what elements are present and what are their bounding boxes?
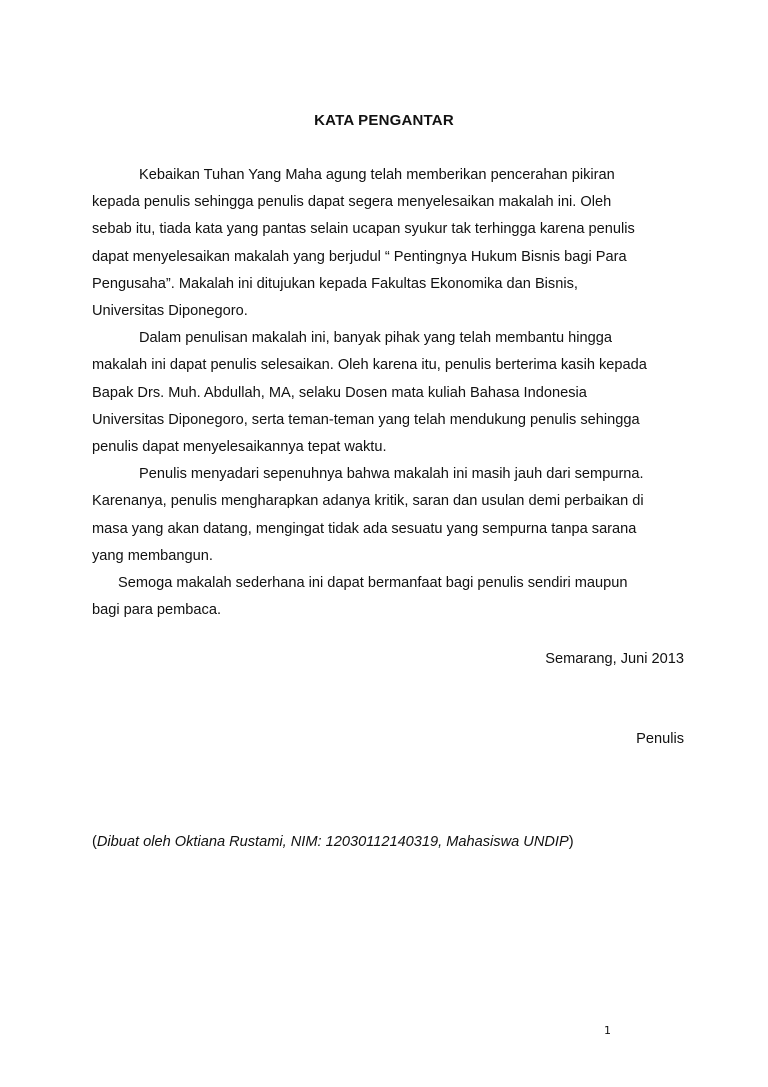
paragraph-1-line-3: sebab itu, tiada kata yang pantas selain ucapan syukur tak terhingga karena penulis [92,221,635,238]
note-text: Dibuat oleh Oktiana Rustami, NIM: 12030112140319, Mahasiswa UNDIP [96,834,569,850]
paragraph-1-line-2: kepada penulis sehingga penulis dapat segera menyelesaikan makalah ini. Oleh [92,194,612,211]
document-body [92,162,692,624]
paragraph-3-line-1: Penulis menyadari sepenuhnya bahwa makalah ini masih jauh dari sempurna. [139,466,644,483]
paragraph-3-line-3: masa yang akan datang, mengingat tidak ada sesuatu yang sempurna tanpa sarana [92,520,637,537]
signature-label: Penulis [636,731,684,747]
paragraph-1-line-6: Universitas Diponegoro. [92,303,248,320]
paragraph-2-line-5: penulis dapat menyelesaikannya tepat waktu. [92,439,387,456]
paragraph-4-line-1: Semoga makalah sederhana ini dapat bermanfaat bagi penulis sendiri maupun [118,575,628,592]
paragraph-1-line-5: Pengusaha”. Makalah ini ditujukan kepada Fakultas Ekonomika dan Bisnis, [92,275,578,292]
paragraph-2-line-3: Bapak Drs. Muh. Abdullah, MA, selaku Dosen mata kuliah Bahasa Indonesia [92,384,587,401]
note-close-paren: ) [568,834,574,850]
paragraph-2-line-4: Universitas Diponegoro, serta teman-teman yang telah mendukung penulis sehingga [92,411,640,428]
paragraph-1-line-1: Kebaikan Tuhan Yang Maha agung telah memberikan pencerahan pikiran [139,167,615,183]
note-open-paren: ( [92,834,97,850]
paragraph-2-line-2: makalah ini dapat penulis selesaikan. Oleh karena itu, penulis berterima kasih kepada [92,357,647,374]
place-date: Semarang, Juni 2013 [545,651,684,667]
page-number: 1 [604,1024,611,1037]
paragraph-3-line-2: Karenanya, penulis mengharapkan adanya kritik, saran dan usulan demi perbaikan di [92,493,644,510]
paragraph-1-line-4: dapat menyelesaikan makalah yang berjudul “ Pentingnya Hukum Bisnis bagi Para [92,248,627,265]
paragraph-3-line-4: yang membangun. [92,547,213,564]
document-title: KATA PENGANTAR [314,112,454,129]
paragraph-2-line-1: Dalam penulisan makalah ini, banyak pihak yang telah membantu hingga [139,330,612,347]
author-note [92,834,574,850]
paragraph-4-line-2: bagi para pembaca. [92,602,221,619]
